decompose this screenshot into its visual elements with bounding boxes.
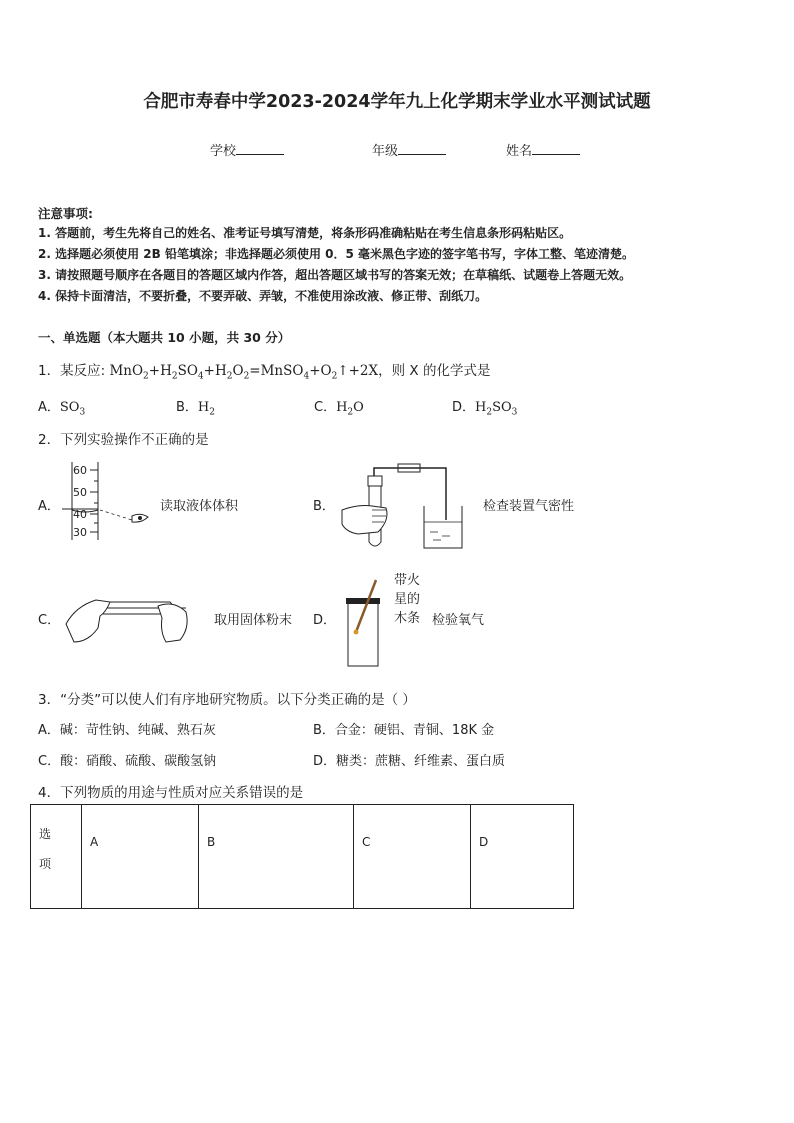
q4-cell-d[interactable]: D [471, 805, 574, 909]
q2-option-b-letter[interactable]: B． [313, 499, 335, 514]
d-label-line: 带火 [394, 573, 421, 588]
q2-option-c-text: 取用固体粉末 [214, 613, 293, 628]
grade-blank[interactable] [398, 142, 446, 155]
cylinder-tick-60: 60 [73, 464, 87, 477]
q1-option-d[interactable]: D．$H_2SO_3$ [452, 400, 518, 418]
q4-cell-c[interactable]: C [354, 805, 471, 909]
q3-option-d[interactable]: D．糖类：蔗糖、纤维素、蛋白质 [313, 754, 506, 769]
question-1-stem [38, 359, 490, 382]
notice-heading: 注意事项: [38, 206, 93, 221]
section-heading: 一、单选题（本大题共 10 小题，共 30 分） [38, 330, 291, 345]
question-4-stem: 4．下列物质的用途与性质对应关系错误的是 [38, 785, 304, 801]
powder-transfer-figure [62, 588, 192, 644]
q3-option-b[interactable]: B．合金：硬铝、青铜、18K 金 [313, 723, 495, 738]
school-blank[interactable] [236, 142, 284, 155]
q1-option-a[interactable]: A．$SO_3$ [38, 400, 86, 418]
q2-option-c-letter[interactable]: C． [38, 613, 61, 628]
q2-option-d-letter[interactable]: D． [313, 613, 337, 628]
cylinder-tick-50: 50 [73, 486, 87, 499]
q4-cell-b[interactable]: B [199, 805, 354, 909]
q4-table [30, 804, 574, 909]
q4-cell-a[interactable]: A [82, 805, 199, 909]
q2-option-a-text: 读取液体体积 [160, 499, 239, 514]
name-blank[interactable] [532, 142, 580, 155]
q2-option-b-text: 检查装置气密性 [483, 499, 575, 514]
oxygen-test-figure [340, 578, 392, 670]
grade-label: 年级 [372, 144, 399, 159]
cylinder-reading-figure [60, 460, 160, 542]
airtightness-figure [338, 460, 468, 552]
notice-item: 4. 保持卡面清洁，不要折叠，不要弄破、弄皱，不准使用涂改液、修正带、刮纸刀。 [38, 289, 488, 303]
q2-option-d-label [394, 571, 420, 628]
q1-option-c[interactable]: C．$H_2O$ [314, 400, 364, 418]
q2-option-a-letter[interactable]: A． [38, 499, 60, 514]
notice-item: 2. 选择题必须使用 2B 铅笔填涂；非选择题必须使用 0．5 毫米黑色字迹的签字笔书写，字体工整、笔迹清楚。 [38, 247, 634, 261]
notice-item: 3. 请按照题号顺序在各题目的答题区域内作答，超出答题区域书写的答案无效；在草稿纸、试题卷上答题无效。 [38, 268, 632, 282]
q4-header-cell: 选 项 [31, 805, 82, 909]
school-field [210, 140, 284, 159]
q1-equation: $MnO_2+H_2SO_4+H_2O_2=MnSO_4+O_2↑+2X$ [109, 363, 379, 382]
q3-option-c[interactable]: C．酸：硝酸、硫酸、碳酸氢钠 [38, 754, 217, 769]
q1-option-b[interactable]: B．$H_2$ [176, 400, 215, 418]
page-title: 合肥市寿春中学2023-2024学年九上化学期末学业水平测试试题 [143, 92, 651, 112]
grade-field [372, 140, 446, 159]
q1-prefix: 1．某反应: [38, 363, 110, 379]
name-field [506, 140, 580, 159]
q2-option-d-text: 检验氧气 [432, 613, 485, 628]
cylinder-tick-40: 40 [73, 508, 87, 521]
name-label: 姓名 [506, 144, 533, 159]
cylinder-tick-30: 30 [73, 526, 87, 539]
q1-suffix: ，则 X 的化学式是 [378, 363, 491, 379]
question-3-stem: 3．“分类”可以使人们有序地研究物质。以下分类正确的是（ ） [38, 692, 416, 708]
q3-option-a[interactable]: A．碱：苛性钠、纯碱、熟石灰 [38, 723, 216, 738]
notice-item: 1. 答题前，考生先将自己的姓名、准考证号填写清楚，将条形码准确粘贴在考生信息条形码粘贴区。 [38, 226, 572, 240]
d-label-line: 木条 [394, 611, 421, 626]
question-2-stem: 2．下列实验操作不正确的是 [38, 432, 209, 448]
d-label-line: 星的 [394, 592, 421, 607]
school-label: 学校 [210, 144, 237, 159]
